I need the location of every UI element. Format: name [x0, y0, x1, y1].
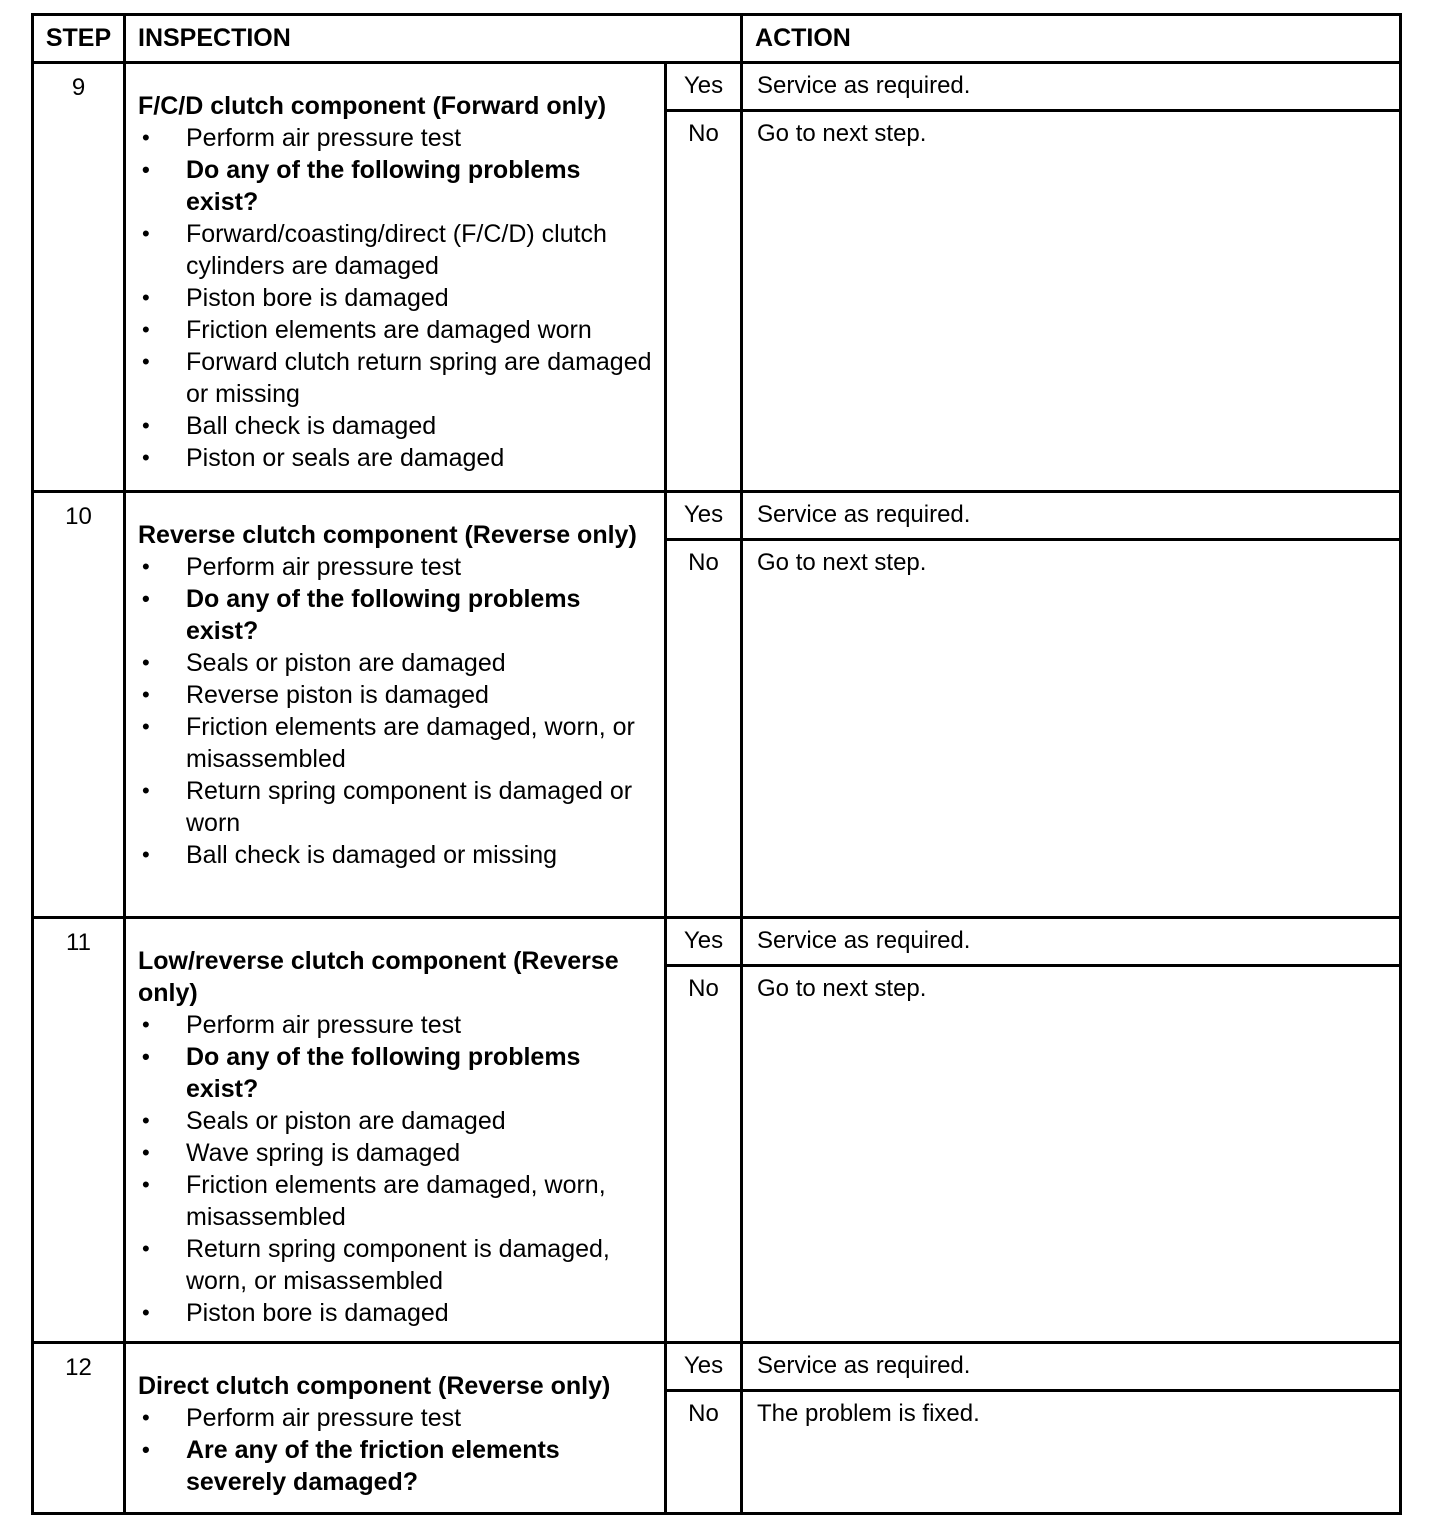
step-number: 12 [33, 1343, 125, 1514]
bullet-icon: • [142, 714, 150, 739]
yes-action: Service as required. [742, 63, 1401, 111]
inspection-item [138, 775, 654, 839]
step-row-yes [33, 1343, 1401, 1391]
inspection-list [138, 551, 654, 871]
no-label: No [666, 966, 742, 1343]
bullet-icon: • [142, 1140, 150, 1165]
bullet-icon: • [142, 1236, 150, 1261]
inspection-item [138, 346, 654, 410]
inspection-item [138, 1434, 654, 1498]
inspection-item [138, 1009, 654, 1041]
inspection-item [138, 551, 654, 583]
inspection-item [138, 314, 654, 346]
inspection-item-text: Forward/coasting/direct (F/C/D) clutch cylinders are damaged [186, 220, 607, 280]
inspection-item [138, 1105, 654, 1137]
inspection-item-text: Perform air pressure test [186, 1011, 462, 1039]
bullet-icon: • [142, 1405, 150, 1430]
bullet-icon: • [142, 1012, 150, 1037]
inspection-list [138, 1009, 654, 1329]
inspection-item [138, 711, 654, 775]
step-row-yes [33, 63, 1401, 111]
step-number: 10 [33, 492, 125, 918]
diagnostic-table [31, 13, 1402, 1515]
inspection-item [138, 679, 654, 711]
inspection-list [138, 1402, 654, 1498]
inspection-item [138, 1233, 654, 1297]
inspection-item-text: Friction elements are damaged, worn, misassembled [186, 1171, 606, 1231]
bullet-icon: • [142, 317, 150, 342]
inspection-item-text: Do any of the following problems exist? [186, 1043, 581, 1103]
inspection-item-text: Reverse piston is damaged [186, 681, 489, 709]
bullet-icon: • [142, 1172, 150, 1197]
inspection-item [138, 282, 654, 314]
inspection-item [138, 1137, 654, 1169]
yes-label: Yes [666, 918, 742, 966]
inspection-title: F/C/D clutch component (Forward only) [138, 92, 607, 120]
step-row-yes [33, 492, 1401, 540]
inspection-item [138, 442, 654, 474]
inspection-cell [125, 918, 666, 1343]
inspection-item-text: Piston bore is damaged [186, 1299, 449, 1327]
no-action: The problem is fixed. [742, 1391, 1401, 1514]
bullet-icon: • [142, 778, 150, 803]
inspection-item-text: Friction elements are damaged, worn, or misassembled [186, 713, 635, 773]
no-label: No [666, 1391, 742, 1514]
inspection-item [138, 122, 654, 154]
inspection-item-text: Perform air pressure test [186, 1404, 462, 1432]
bullet-icon: • [142, 650, 150, 675]
inspection-item-text: Ball check is damaged or missing [186, 841, 557, 869]
inspection-cell [125, 1343, 666, 1514]
inspection-item-text: Do any of the following problems exist? [186, 156, 581, 216]
inspection-item-text: Perform air pressure test [186, 124, 462, 152]
inspection-title: Direct clutch component (Reverse only) [138, 1372, 611, 1400]
inspection-list [138, 122, 654, 474]
inspection-item [138, 1041, 654, 1105]
inspection-item [138, 839, 654, 871]
inspection-item [138, 647, 654, 679]
inspection-item-text: Seals or piston are damaged [186, 1107, 506, 1135]
bullet-icon: • [142, 413, 150, 438]
no-action: Go to next step. [742, 966, 1401, 1343]
no-label: No [666, 111, 742, 492]
inspection-item [138, 1402, 654, 1434]
header-action: ACTION [742, 15, 1401, 63]
yes-label: Yes [666, 1343, 742, 1391]
inspection-item-text: Do any of the following problems exist? [186, 585, 581, 645]
bullet-icon: • [142, 842, 150, 867]
inspection-item-text: Return spring component is damaged or worn [186, 777, 633, 837]
bullet-icon: • [142, 285, 150, 310]
inspection-item-text: Seals or piston are damaged [186, 649, 506, 677]
inspection-title: Low/reverse clutch component (Reverse only) [138, 947, 619, 1007]
inspection-item-text: Perform air pressure test [186, 553, 462, 581]
bullet-icon: • [142, 349, 150, 374]
inspection-item-text: Are any of the friction elements severely damaged? [186, 1436, 560, 1496]
inspection-cell [125, 63, 666, 492]
inspection-item-text: Ball check is damaged [186, 412, 437, 440]
no-label: No [666, 540, 742, 918]
inspection-item [138, 154, 654, 218]
inspection-item [138, 218, 654, 282]
bullet-icon: • [142, 554, 150, 579]
inspection-item-text: Forward clutch return spring are damaged or missing [186, 348, 652, 408]
inspection-item-text: Return spring component is damaged, worn, or misassembled [186, 1235, 610, 1295]
bullet-icon: • [142, 1044, 150, 1069]
header-inspection: INSPECTION [125, 15, 742, 63]
inspection-item [138, 583, 654, 647]
bullet-icon: • [142, 1437, 150, 1462]
header-row [33, 15, 1401, 63]
inspection-item-text: Piston bore is damaged [186, 284, 449, 312]
bullet-icon: • [142, 1300, 150, 1325]
yes-action: Service as required. [742, 1343, 1401, 1391]
inspection-item [138, 1169, 654, 1233]
bullet-icon: • [142, 157, 150, 182]
bullet-icon: • [142, 125, 150, 150]
bullet-icon: • [142, 1108, 150, 1133]
yes-action: Service as required. [742, 492, 1401, 540]
bullet-icon: • [142, 445, 150, 470]
bullet-icon: • [142, 586, 150, 611]
inspection-item-text: Friction elements are damaged worn [186, 316, 592, 344]
bullet-icon: • [142, 682, 150, 707]
yes-action: Service as required. [742, 918, 1401, 966]
no-action: Go to next step. [742, 111, 1401, 492]
bullet-icon: • [142, 221, 150, 246]
step-number: 11 [33, 918, 125, 1343]
step-number: 9 [33, 63, 125, 492]
inspection-item-text: Wave spring is damaged [186, 1139, 461, 1167]
header-step: STEP [33, 15, 125, 63]
inspection-item-text: Piston or seals are damaged [186, 444, 505, 472]
inspection-item [138, 1297, 654, 1329]
yes-label: Yes [666, 492, 742, 540]
inspection-title: Reverse clutch component (Reverse only) [138, 521, 637, 549]
no-action: Go to next step. [742, 540, 1401, 918]
inspection-cell [125, 492, 666, 918]
inspection-item [138, 410, 654, 442]
yes-label: Yes [666, 63, 742, 111]
step-row-yes [33, 918, 1401, 966]
